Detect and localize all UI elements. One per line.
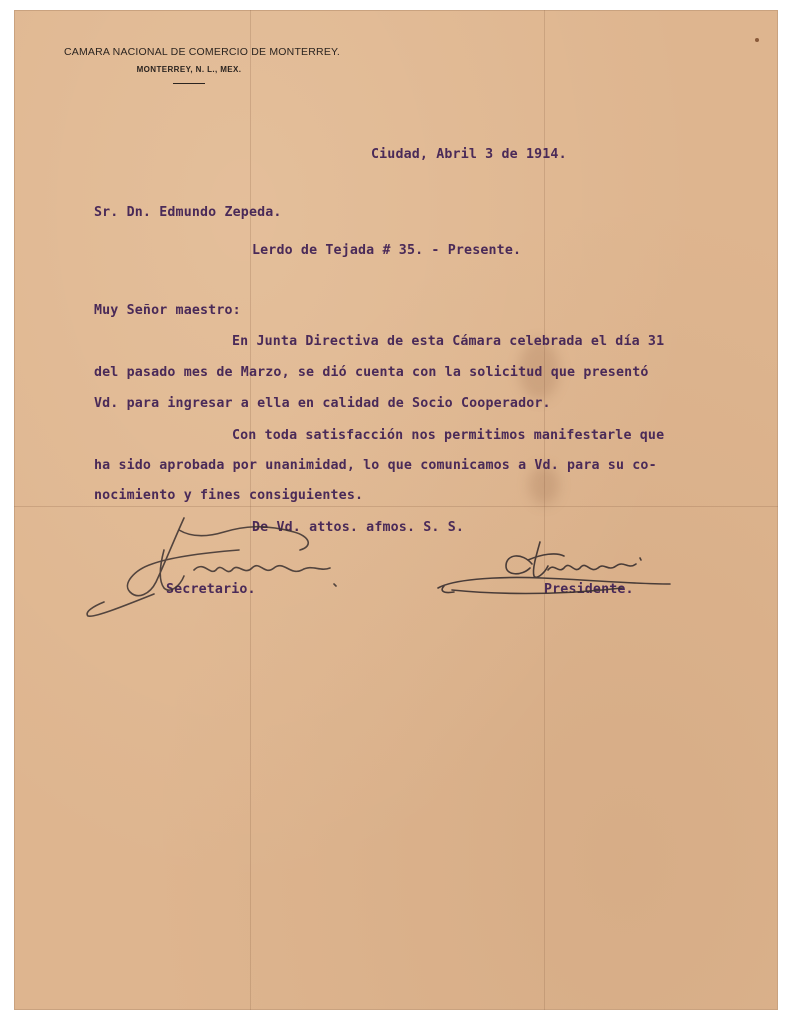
letterhead-location: MONTERREY, N. L., MEX. xyxy=(136,65,242,74)
body-line: Vd. para ingresar a ella en calidad de Socio Cooperador. xyxy=(94,396,551,411)
letterhead-organization: CAMARA NACIONAL DE COMERCIO DE MONTERREY. xyxy=(64,46,340,58)
letter-sheet xyxy=(14,10,778,1010)
recipient-name: Sr. Dn. Edmundo Zepeda. xyxy=(94,205,282,220)
letterhead-rule xyxy=(173,83,205,84)
president-signature xyxy=(432,530,672,610)
closing: De Vd. attos. afmos. S. S. xyxy=(252,520,465,535)
ink-spot xyxy=(755,38,759,42)
president-title: Presidente. xyxy=(544,582,634,597)
secretary-signature xyxy=(64,510,364,620)
body-line: del pasado mes de Marzo, se dió cuenta con la solicitud que presentó xyxy=(94,365,649,380)
secretary-title: Secretario. xyxy=(166,582,256,597)
fold-line xyxy=(14,506,778,507)
body-line: En Junta Directiva de esta Cámara celebrada el día 31 xyxy=(232,334,665,349)
body-line: Con toda satisfacción nos permitimos manifestarle que xyxy=(232,428,665,443)
recipient-address: Lerdo de Tejada # 35. - Presente. xyxy=(252,243,522,258)
letterhead xyxy=(64,46,340,84)
date-line: Ciudad, Abril 3 de 1914. xyxy=(371,147,567,162)
body-line: nocimiento y fines consiguientes. xyxy=(94,488,364,503)
body-line: ha sido aprobada por unanimidad, lo que comunicamos a Vd. para su co- xyxy=(94,458,657,473)
salutation: Muy Señor maestro: xyxy=(94,303,241,318)
